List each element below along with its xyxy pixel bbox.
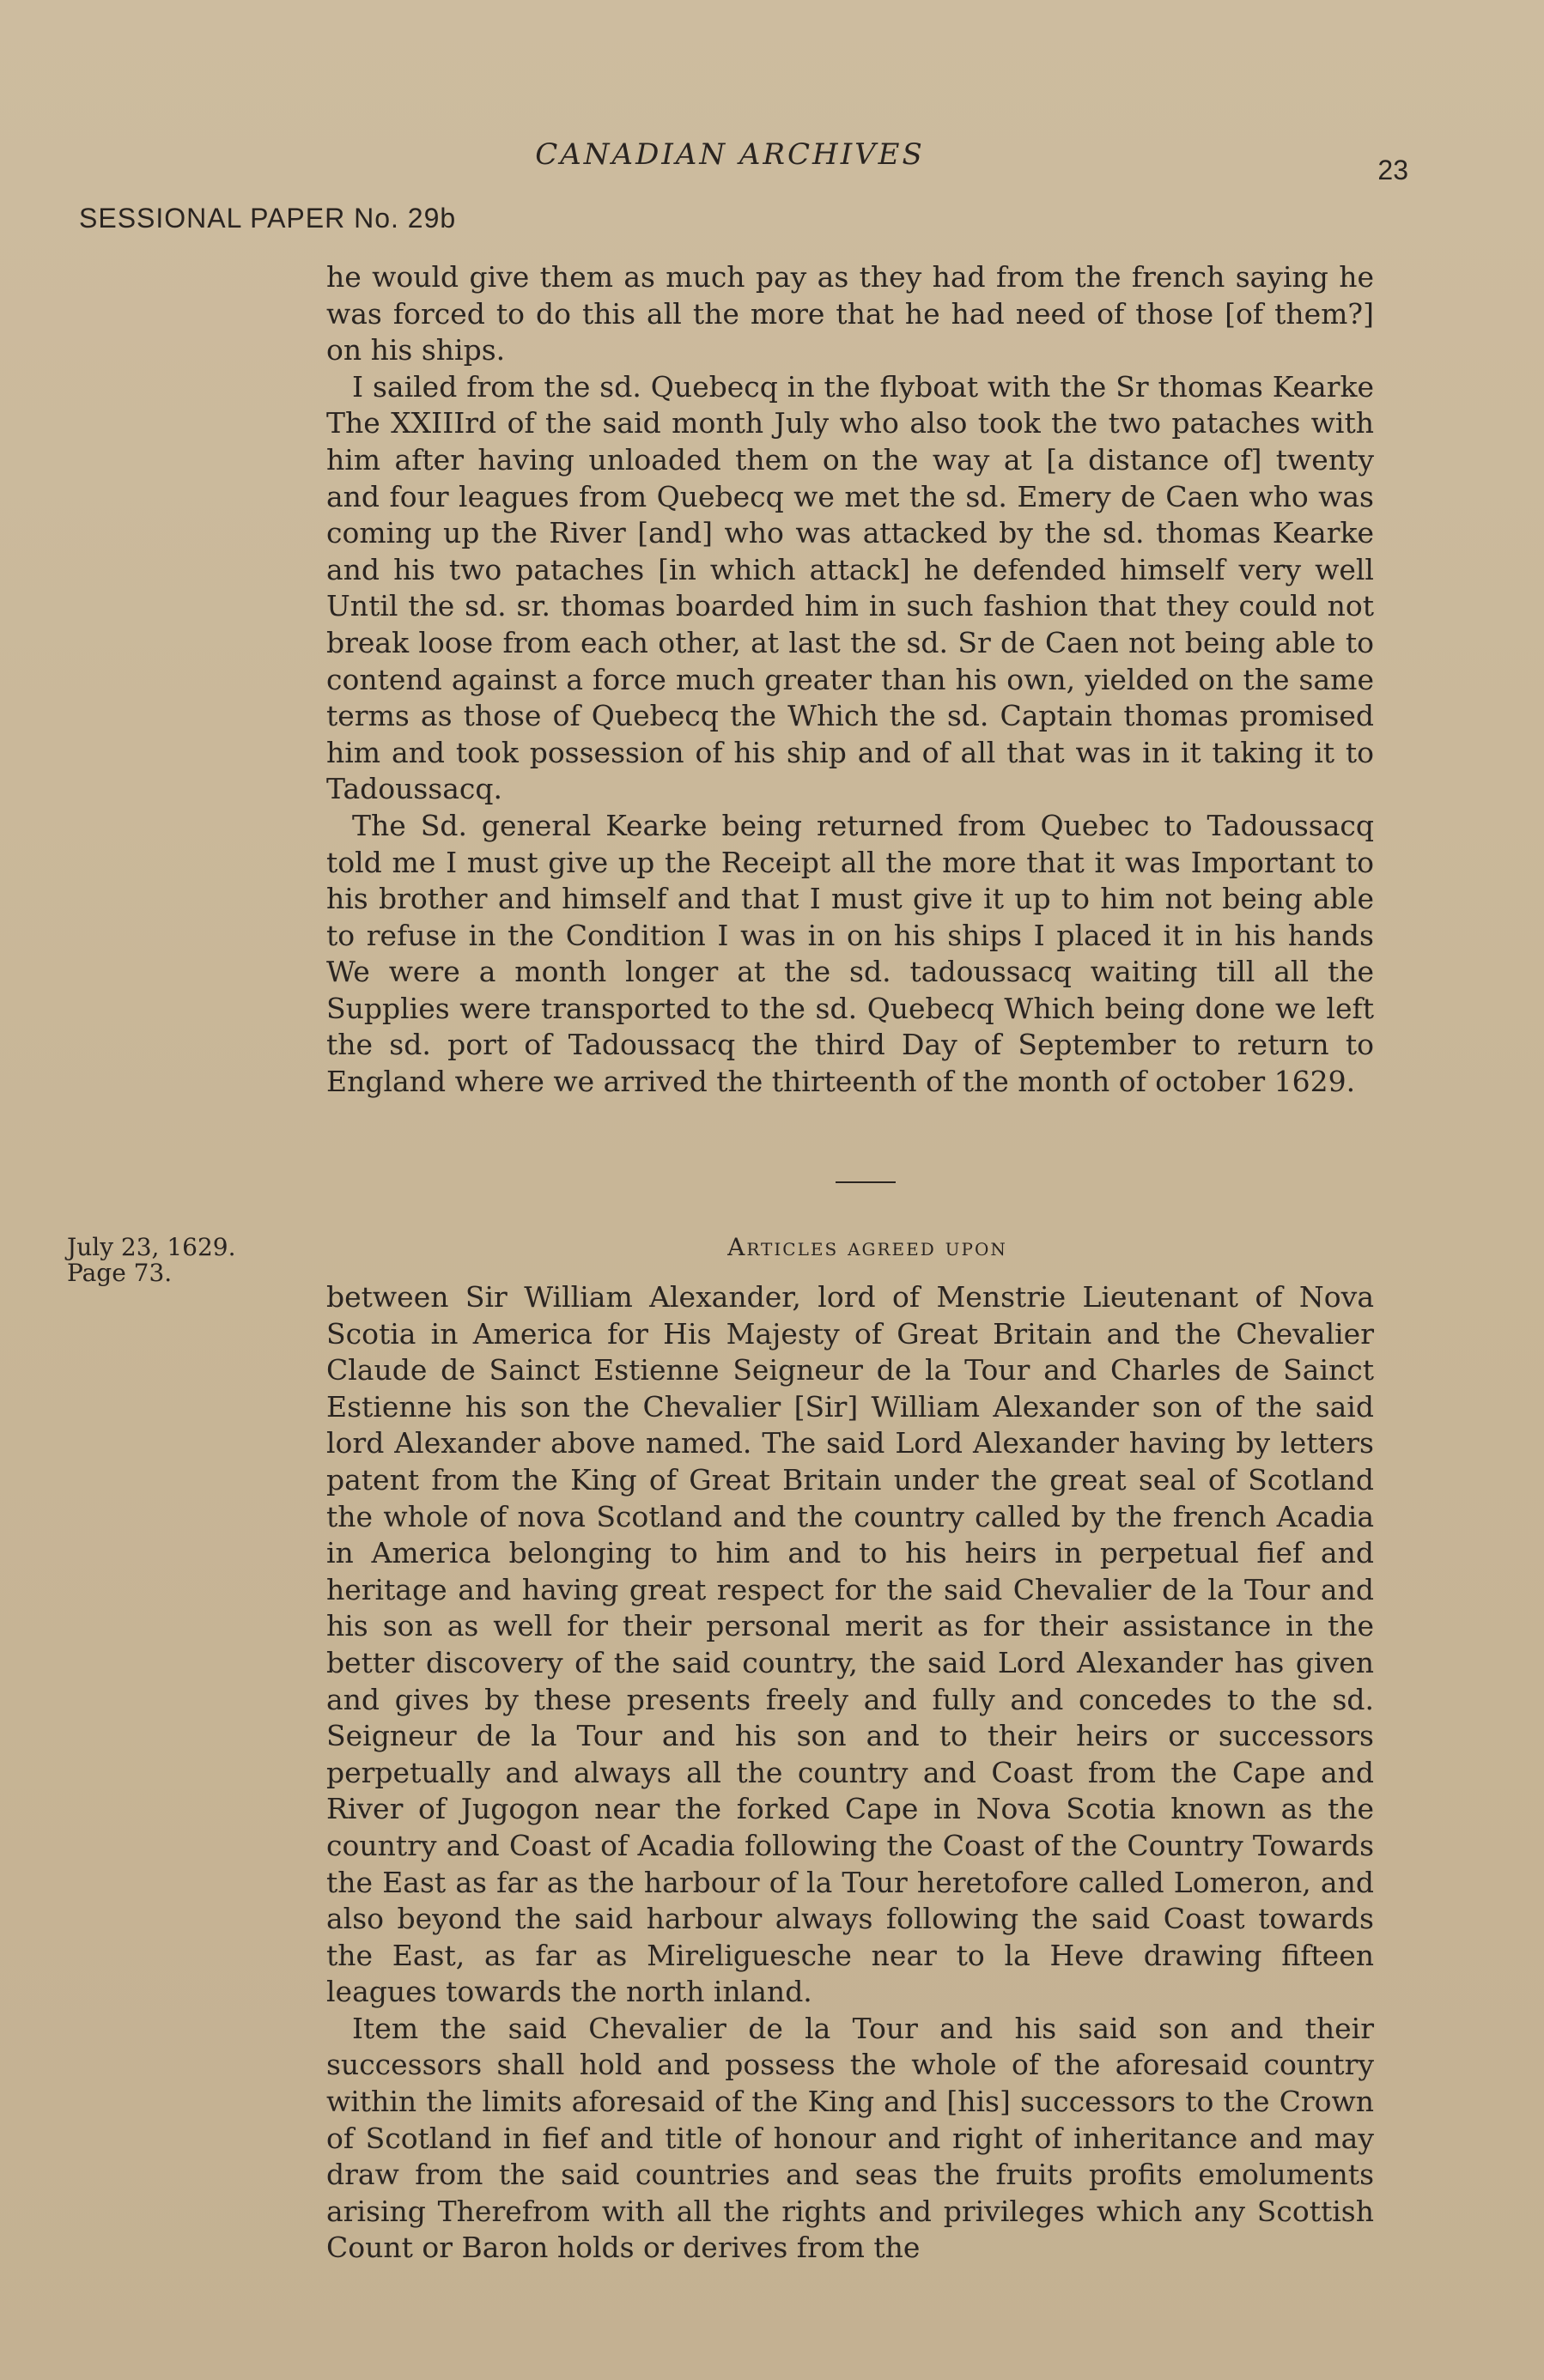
margin-date: July 23, 1629. <box>67 1233 236 1261</box>
margin-page-ref: Page 73. <box>67 1259 173 1287</box>
sessional-paper-label: SESSIONAL PAPER No. 29b <box>79 203 457 234</box>
margin-note <box>67 1235 307 1286</box>
articles-text <box>326 1279 1374 2267</box>
paragraph: he would give them as much pay as they had from the french saying he was forced to do this all the more that he had need of those [of them?] on his ships. <box>326 260 1374 367</box>
running-head: CANADIAN ARCHIVES <box>535 137 925 172</box>
section-heading: Articles agreed upon <box>727 1233 1007 1261</box>
section-divider <box>836 1181 896 1183</box>
page-number: 23 <box>1377 155 1408 185</box>
paragraph: Item the said Chevalier de la Tour and his said son and their successors shall hold and possess the whole of the aforesaid country within the limits aforesaid of the King and [his] successors to the Crown of Scotland in fief and title of honour and right of inheritance and may draw from the said countries and seas the fruits profits emoluments arising Therefrom with all the rights and privileges which any Scottish Count or Baron holds or derives from the <box>326 2011 1374 2265</box>
paragraph: I sailed from the sd. Quebecq in the flyboat with the Sr thomas Kearke The XXIIIrd of the said month July who also took the two pataches with him after having unloaded them on the way at [a distance of] twenty and four leagues from Quebecq we met the sd. Emery de Caen who was coming up the River [and] who was attacked by the sd. thomas Kearke and his two pataches [in which attack] he defended himself very well Until the sd. sr. thomas boarded him in such fashion that they could not break loose from each other, at last the sd. Sr de Caen not being able to contend against a force much greater than his own, yielded on the same terms as those of Quebecq the Which the sd. Captain thomas promised him and took possession of his ship and of all that was in it taking it to Tadoussacq. <box>326 369 1374 806</box>
paragraph: The Sd. general Kearke being returned from Quebec to Tadoussacq told me I must give up the Receipt all the more that it was Important to his brother and himself and that I must give it up to him not being able to refuse in the Condition I was in on his ships I placed it in his hands We were a month longer at the sd. tadoussacq waiting till all the Supplies were transported to the sd. Quebecq Which being done we left the sd. port of Tadoussacq the third Day of September to return to England where we arrived the thirteenth of the month of october 1629. <box>326 808 1374 1099</box>
paragraph: between Sir William Alexander, lord of Menstrie Lieutenant of Nova Scotia in America for His Majesty of Great Britain and the Chevalier Claude de Sainct Estienne Seigneur de la Tour and Charles de Sainct Estienne his son the Chevalier [Sir] William Alexander son of the said lord Alexander above named. The said Lord Alexander having by letters patent from the King of Great Britain under the great seal of Scotland the whole of nova Scotland and the country called by the french Acadia in America belonging to him and to his heirs in perpetual fief and heritage and having great respect for the said Chevalier de la Tour and his son as well for their personal merit as for their assistance in the better discovery of the said country, the said Lord Alexander has given and gives by these presents freely and fully and concedes to the sd. Seigneur de la Tour and his son and to their heirs or successors perpetually and always all the country and Coast from the Cape and River of Jugogon near the forked Cape in Nova Scotia known as the country and Coast of Acadia following the Coast of the Country Towards the East as far as the harbour of la Tour heretofore called Lomeron, and also beyond the said harbour always following the said Coast towards the East, as far as Mireliguesche near to la Heve drawing fifteen leagues towards the north inland. <box>326 1280 1374 2009</box>
letter-continuation <box>326 259 1374 1101</box>
